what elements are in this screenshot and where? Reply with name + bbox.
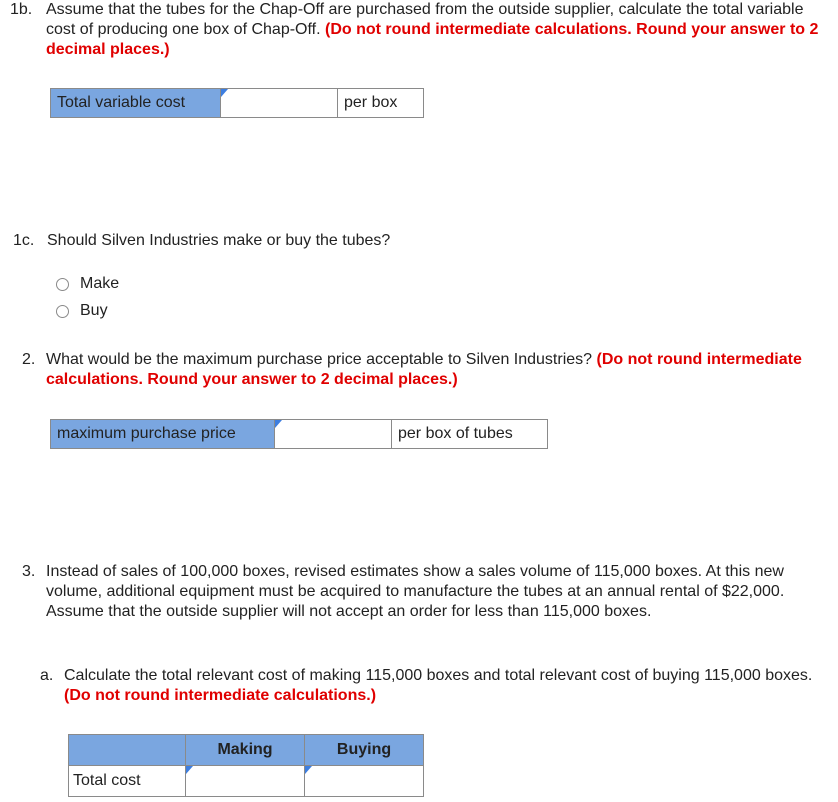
- make-radio[interactable]: [56, 278, 69, 291]
- question-3a-text: [64, 666, 835, 706]
- total-cost-header-blank: [69, 735, 186, 766]
- maximum-purchase-price-cell: [275, 420, 392, 449]
- question-3a-body: Calculate the total relevant cost of making 115,000 boxes and total relevant cost of buying 115,000 boxes.: [64, 667, 813, 684]
- maximum-purchase-price-table: [50, 419, 548, 449]
- question-1b-text: [46, 0, 830, 60]
- maximum-purchase-price-unit: per box of tubes: [392, 420, 548, 449]
- total-variable-cost-label: Total variable cost: [51, 89, 221, 118]
- total-cost-label: Total cost: [69, 766, 186, 797]
- buying-total-cost-input[interactable]: [305, 766, 423, 796]
- total-cost-table: [68, 734, 424, 797]
- buying-header: Buying: [305, 735, 424, 766]
- question-1b-body: Assume that the tubes for the Chap-Off are purchased from the outside supplier, calculate the total variable cost of producing one box of Chap-Off.: [46, 1, 804, 38]
- maximum-purchase-price-label: maximum purchase price: [51, 420, 275, 449]
- question-2: [22, 350, 822, 392]
- question-3-number: 3.: [22, 563, 36, 580]
- buy-option-label: Buy: [80, 302, 108, 319]
- question-2-body: What would be the maximum purchase price acceptable to Silven Industries?: [46, 351, 593, 368]
- question-3-text: Instead of sales of 100,000 boxes, revised estimates show a sales volume of 115,000 boxes. At this new volume, additional equipment must be acquired to manufacture the tubes at an annual rental of $22,000. Assume that the outside supplier will not accept an order for less than 115,000 boxes.: [46, 563, 785, 620]
- question-2-text: [46, 350, 806, 390]
- question-1b-number: 1b.: [10, 1, 33, 18]
- question-2-instruction: (Do not round intermediate calculations. Round your answer to 2 decimal places.): [46, 351, 802, 388]
- question-3a-instruction: (Do not round intermediate calculations.): [64, 687, 377, 704]
- total-variable-cost-cell: [221, 89, 338, 118]
- input-flag-icon: [305, 766, 312, 774]
- question-3: [22, 562, 827, 624]
- question-1c: [13, 231, 813, 253]
- making-header: Making: [186, 735, 305, 766]
- question-1c-number: 1c.: [13, 232, 35, 249]
- total-variable-cost-table: [50, 88, 424, 118]
- question-1b-instruction: (Do not round intermediate calculations. Round your answer to 2 decimal places.): [46, 21, 819, 58]
- total-variable-cost-unit: per box: [338, 89, 424, 118]
- question-3a: [40, 666, 835, 708]
- question-1c-text: Should Silven Industries make or buy the tubes?: [47, 232, 391, 249]
- question-2-number: 2.: [22, 351, 36, 368]
- input-flag-icon: [221, 89, 228, 97]
- total-variable-cost-input[interactable]: [221, 89, 337, 117]
- make-option-label: Make: [80, 275, 120, 292]
- making-total-cost-input[interactable]: [186, 766, 304, 796]
- question-1b: [10, 0, 830, 62]
- input-flag-icon: [186, 766, 193, 774]
- input-flag-icon: [275, 420, 282, 428]
- make-option[interactable]: [56, 275, 119, 293]
- maximum-purchase-price-input[interactable]: [275, 420, 391, 448]
- buy-radio[interactable]: [56, 305, 69, 318]
- question-3a-number: a.: [40, 667, 54, 684]
- buy-option[interactable]: [56, 302, 108, 320]
- buying-total-cost-cell: [305, 766, 424, 797]
- making-total-cost-cell: [186, 766, 305, 797]
